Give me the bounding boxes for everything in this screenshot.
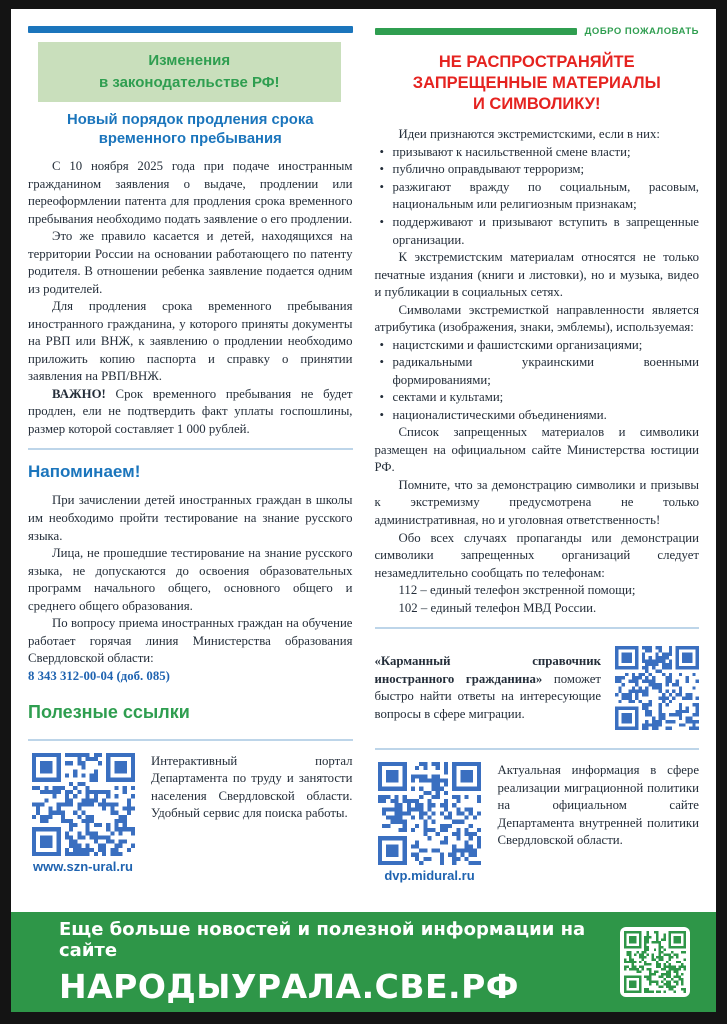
left-column	[28, 23, 353, 908]
warning-line-2: ЗАПРЕЩЕННЫЕ МАТЕРИАЛЫ	[412, 74, 661, 93]
szn-ural-caption: Интерактивный портал Департамента по труду и занятости населения Свердловской области. Удобный сервис для поиска работы.	[151, 753, 353, 821]
important-label: ВАЖНО!	[52, 386, 106, 401]
link-block-szn-ural	[28, 753, 353, 874]
paragraph-important	[28, 386, 353, 439]
qr-column	[28, 753, 138, 874]
useful-links-heading: Полезные ссылки	[28, 701, 190, 722]
paragraph: Обо всех случаях пропаганды или демонстрации символики запрещенных организаций следует незамедлительно сообщать по телефонам:	[374, 530, 699, 580]
footer-site-url[interactable]: НАРОДЫУРАЛА.СВЕ.РФ	[59, 966, 519, 1006]
list-item: • публично оправдывают терроризм;	[393, 161, 700, 179]
warning-line-1: НЕ РАСПРОСТРАНЯЙТЕ	[438, 53, 635, 71]
right-column	[375, 23, 700, 908]
important-text: Срок временного пребывания не будет продлен, ели не подтвердить факт уплаты госпошлины, размер которой составляет 1 000 рублей.	[28, 386, 353, 436]
qr-code-szn-ural-icon	[32, 753, 135, 856]
green-accent-bar	[375, 28, 577, 35]
list-item: • нацистскими и фашистскими организациями;	[393, 337, 700, 355]
warning-heading	[379, 52, 696, 115]
phone-112: 112 – единый телефон экстренной помощи;	[398, 583, 636, 598]
welcome-label: ДОБРО ПОЖАЛОВАТЬ	[584, 26, 699, 37]
handbook-block	[375, 637, 700, 738]
section-heading-new-order: Новый порядок продления срока временного пребывания	[67, 111, 314, 147]
paragraph: Лица, не прошедшие тестирование на знание русского языка, не допускаются до освоения образовательных программ начального общего, основного общего и среднего общего образования.	[28, 546, 353, 613]
divider	[375, 627, 700, 629]
footer-text	[59, 919, 602, 1006]
paragraph: При зачислении детей иностранных граждан в школы им необходимо пройти тестирование на знание русского языка.	[28, 493, 353, 543]
dvp-midural-url[interactable]: dvp.midural.ru	[384, 868, 475, 884]
paragraph: Символами экстремисткой направленности является атрибутика (изображения, знаки, эмблемы), используемая:	[374, 302, 699, 335]
extremist-ideas-list	[375, 144, 700, 249]
paragraph: Идеи признаются экстремистскими, если в них:	[398, 127, 660, 142]
list-item: • радикальными украинскими военными формированиями;	[393, 354, 700, 389]
qr-code-dvp-midural-icon	[378, 762, 481, 865]
divider	[375, 748, 700, 750]
hotline-phone-number[interactable]: 8 343 312-00-04 (доб. 085)	[28, 668, 170, 683]
paragraph: По вопросу приема иностранных граждан на обучение работает горячая линия Министерства образования Свердловской области:	[28, 616, 353, 666]
qr-code-narody-urala-icon	[624, 931, 686, 993]
list-item: • призывают к насильственной смене власти;	[393, 144, 700, 162]
footer-qr-box	[620, 927, 690, 997]
paragraph: Помните, что за демонстрацию символики и призывы к экстремизму предусмотрена не только административная, но и уголовная ответственность!	[374, 477, 699, 528]
paragraph: Это же правило касается и детей, находящихся на территории России на основании работающего по патенту родителя. В отношении ребенка заявление подается одним из родителей.	[28, 229, 353, 296]
warning-line-3: И СИМВОЛИКУ!	[472, 95, 601, 114]
welcome-bar	[375, 26, 700, 37]
blue-accent-bar	[28, 26, 353, 33]
link-block-dvp-midural	[375, 762, 700, 883]
symbols-list	[375, 337, 700, 425]
szn-ural-url[interactable]: www.szn-ural.ru	[33, 858, 133, 874]
divider	[28, 448, 353, 450]
list-item: • сектами и культами;	[393, 389, 700, 407]
divider	[28, 739, 353, 741]
qr-column	[375, 762, 485, 883]
footer-banner	[11, 912, 716, 1012]
handbook-title: «Карманный справочник иностранного гражданина»	[374, 654, 601, 686]
paragraph: С 10 ноября 2025 года при подаче иностранным гражданином заявления о выдаче, продлении или переоформлении патента для продления срока временного пребывания необходимо подать заявление о его продлении.	[28, 158, 353, 226]
content-columns	[11, 9, 716, 912]
qr-code-handbook-icon	[615, 646, 699, 730]
emergency-phones	[375, 582, 700, 617]
handbook-text: поможет быстро найти ответы на интересующие вопросы в сфере миграции.	[374, 671, 601, 721]
paragraph: Для продления срока временного пребывания иностранного гражданина, у которого приняты документы на РВП или ВНЖ, к заявлению о продлении необходимо приложить копию паспорта и справку о принятии заявления на РВП/ВНЖ.	[28, 299, 353, 384]
banner-line-1: Изменения	[148, 52, 231, 69]
phone-102: 102 – единый телефон МВД России.	[398, 600, 597, 615]
paragraph: К экстремистским материалам относятся не только печатные издания (книги и листовки), но и музыка, видео и публикации в социальных сетях.	[374, 250, 699, 300]
paragraph: Список запрещенных материалов и символики размещен на официальном сайте Министерства юстиции РФ.	[374, 425, 699, 475]
dvp-midural-caption: Актуальная информация в сфере реализации миграционной политики на официальном сайте Департамента внутренней политики Свердловской области.	[497, 763, 699, 848]
list-item: • поддерживают и призывают вступить в запрещенные организации.	[393, 214, 700, 249]
law-changes-banner	[38, 42, 341, 102]
reminder-heading: Напоминаем!	[28, 462, 141, 482]
list-item: • националистическими объединениями.	[393, 407, 700, 425]
footer-tagline: Еще больше новостей и полезной информации на сайте	[59, 918, 586, 961]
flyer-page	[11, 9, 716, 1012]
handbook-caption	[375, 653, 602, 723]
banner-line-2: в законодательстве РФ!	[98, 73, 280, 91]
list-item: • разжигают вражду по социальным, расовым, национальным или религиозным признакам;	[393, 179, 700, 214]
